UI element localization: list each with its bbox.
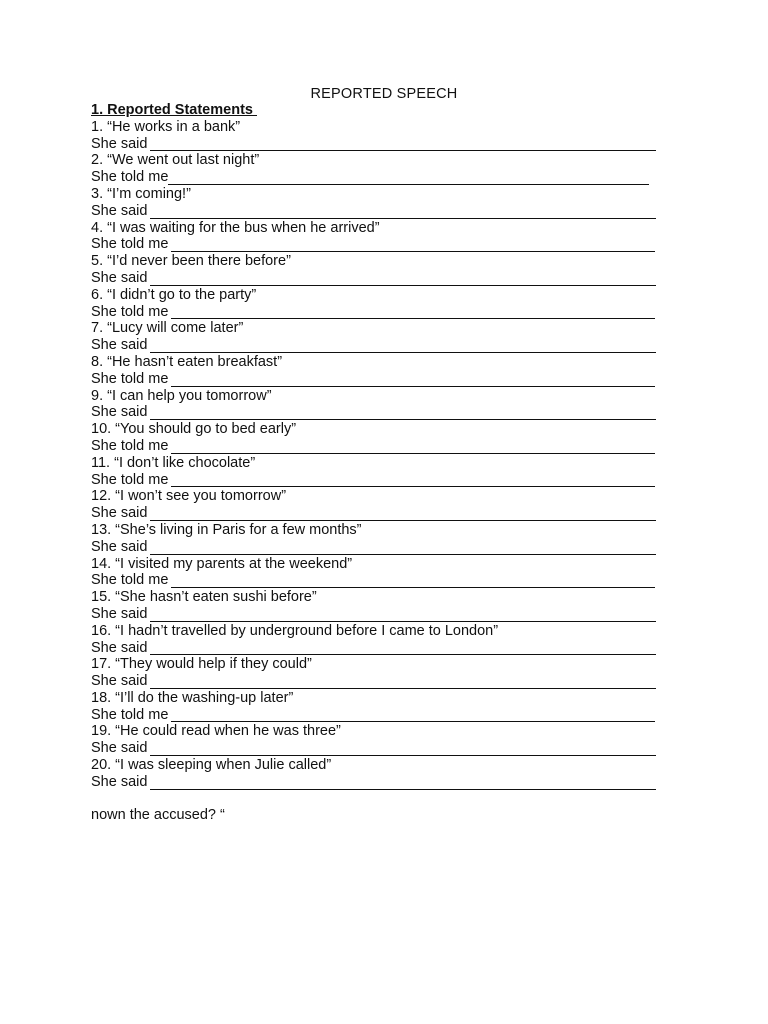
reporter-label: She said xyxy=(91,639,148,656)
answer-blank-line[interactable] xyxy=(150,542,656,555)
answer-blank-line[interactable] xyxy=(150,340,656,353)
exercise-item xyxy=(91,757,691,791)
exercise-item xyxy=(91,253,691,287)
reporter-label: She told me xyxy=(91,370,169,387)
reporter-label: She said xyxy=(91,538,148,555)
answer-row xyxy=(91,371,691,388)
exercise-prompt: 14. “I visited my parents at the weekend” xyxy=(91,555,353,572)
exercise-item xyxy=(91,287,691,321)
answer-row xyxy=(91,136,691,153)
exercise-item xyxy=(91,320,691,354)
exercise-item xyxy=(91,723,691,757)
exercise-item xyxy=(91,186,691,220)
reporter-label: She told me xyxy=(91,471,169,488)
answer-blank-line[interactable] xyxy=(171,374,655,387)
exercise-prompt: 4. “I was waiting for the bus when he arrived” xyxy=(91,219,380,236)
reporter-label: She said xyxy=(91,269,148,286)
answer-blank-line[interactable] xyxy=(171,306,655,319)
answer-blank-line[interactable] xyxy=(150,273,656,286)
exercise-item xyxy=(91,354,691,388)
answer-row xyxy=(91,707,691,724)
exercise-prompt: 12. “I won’t see you tomorrow” xyxy=(91,488,287,505)
exercise-item xyxy=(91,690,691,724)
answer-blank-line[interactable] xyxy=(150,138,656,151)
reporter-label: She said xyxy=(91,337,148,354)
answer-blank-line[interactable] xyxy=(150,777,656,790)
exercise-prompt: 16. “I hadn’t travelled by underground before I came to London” xyxy=(91,622,499,639)
exercise-prompt: 10. “You should go to bed early” xyxy=(91,421,297,438)
answer-blank-line[interactable] xyxy=(171,575,655,588)
exercise-item xyxy=(91,488,691,522)
answer-blank-line[interactable] xyxy=(171,441,655,454)
answer-blank-line[interactable] xyxy=(171,709,655,722)
exercise-item xyxy=(91,152,691,186)
trailing-text: nown the accused? “ xyxy=(91,806,225,823)
answer-row xyxy=(91,203,691,220)
reporter-label: She told me xyxy=(91,572,169,589)
exercise-prompt: 13. “She’s living in Paris for a few months” xyxy=(91,521,362,538)
exercise-item xyxy=(91,589,691,623)
answer-blank-line[interactable] xyxy=(171,474,655,487)
exercise-item xyxy=(91,220,691,254)
exercise-prompt: 3. “I’m coming!” xyxy=(91,185,191,202)
reporter-label: She said xyxy=(91,773,148,790)
reporter-label: She said xyxy=(91,404,148,421)
exercise-prompt: 6. “I didn’t go to the party” xyxy=(91,286,257,303)
exercise-prompt: 2. “We went out last night” xyxy=(91,152,260,169)
answer-blank-line[interactable] xyxy=(150,508,656,521)
exercise-prompt: 8. “He hasn’t eaten breakfast” xyxy=(91,353,283,370)
answer-row xyxy=(91,472,691,489)
answer-row xyxy=(91,304,691,321)
reporter-label: She said xyxy=(91,740,148,757)
answer-row xyxy=(91,169,691,186)
answer-blank-line[interactable] xyxy=(150,206,656,219)
answer-row xyxy=(91,337,691,354)
exercise-prompt: 7. “Lucy will come later” xyxy=(91,320,244,337)
answer-row xyxy=(91,606,691,623)
exercise-item xyxy=(91,421,691,455)
answer-row xyxy=(91,673,691,690)
answer-blank-line[interactable] xyxy=(150,642,656,655)
exercise-item xyxy=(91,388,691,422)
exercise-prompt: 19. “He could read when he was three” xyxy=(91,723,341,740)
answer-row xyxy=(91,774,691,791)
answer-row xyxy=(91,236,691,253)
exercise-prompt: 11. “I don’t like chocolate” xyxy=(91,454,256,471)
reporter-label: She said xyxy=(91,135,148,152)
exercise-prompt: 5. “I’d never been there before” xyxy=(91,253,291,270)
answer-row xyxy=(91,572,691,589)
exercise-item xyxy=(91,623,691,657)
answer-row xyxy=(91,404,691,421)
exercise-item xyxy=(91,556,691,590)
answer-blank-line[interactable] xyxy=(150,609,656,622)
answer-blank-line[interactable] xyxy=(150,676,656,689)
answer-blank-line[interactable] xyxy=(168,172,649,185)
exercise-list xyxy=(91,119,691,791)
exercise-prompt: 17. “They would help if they could” xyxy=(91,656,312,673)
exercise-prompt: 1. “He works in a bank” xyxy=(91,118,241,135)
exercise-prompt: 15. “She hasn’t eaten sushi before” xyxy=(91,589,317,606)
reporter-label: She said xyxy=(91,673,148,690)
answer-blank-line[interactable] xyxy=(150,407,656,420)
answer-row xyxy=(91,270,691,287)
answer-row xyxy=(91,505,691,522)
reporter-label: She said xyxy=(91,202,148,219)
exercise-prompt: 9. “I can help you tomorrow” xyxy=(91,387,272,404)
reporter-label: She said xyxy=(91,605,148,622)
answer-row xyxy=(91,640,691,657)
section-heading: 1. Reported Statements xyxy=(91,102,257,118)
answer-blank-line[interactable] xyxy=(150,743,656,756)
exercise-item xyxy=(91,455,691,489)
exercise-item xyxy=(91,656,691,690)
exercise-item xyxy=(91,119,691,153)
reporter-label: She told me xyxy=(91,437,169,454)
answer-row xyxy=(91,740,691,757)
reporter-label: She said xyxy=(91,505,148,522)
page-title: REPORTED SPEECH xyxy=(310,86,458,102)
worksheet-content xyxy=(91,102,691,823)
reporter-label: She told me xyxy=(91,303,169,320)
reporter-label: She told me xyxy=(91,706,169,723)
answer-blank-line[interactable] xyxy=(171,239,655,252)
exercise-prompt: 20. “I was sleeping when Julie called” xyxy=(91,757,332,774)
answer-row xyxy=(91,438,691,455)
answer-row xyxy=(91,539,691,556)
reporter-label: She told me xyxy=(91,236,169,253)
exercise-item xyxy=(91,522,691,556)
exercise-prompt: 18. “I’ll do the washing-up later” xyxy=(91,689,294,706)
reporter-label: She told me xyxy=(91,169,169,186)
